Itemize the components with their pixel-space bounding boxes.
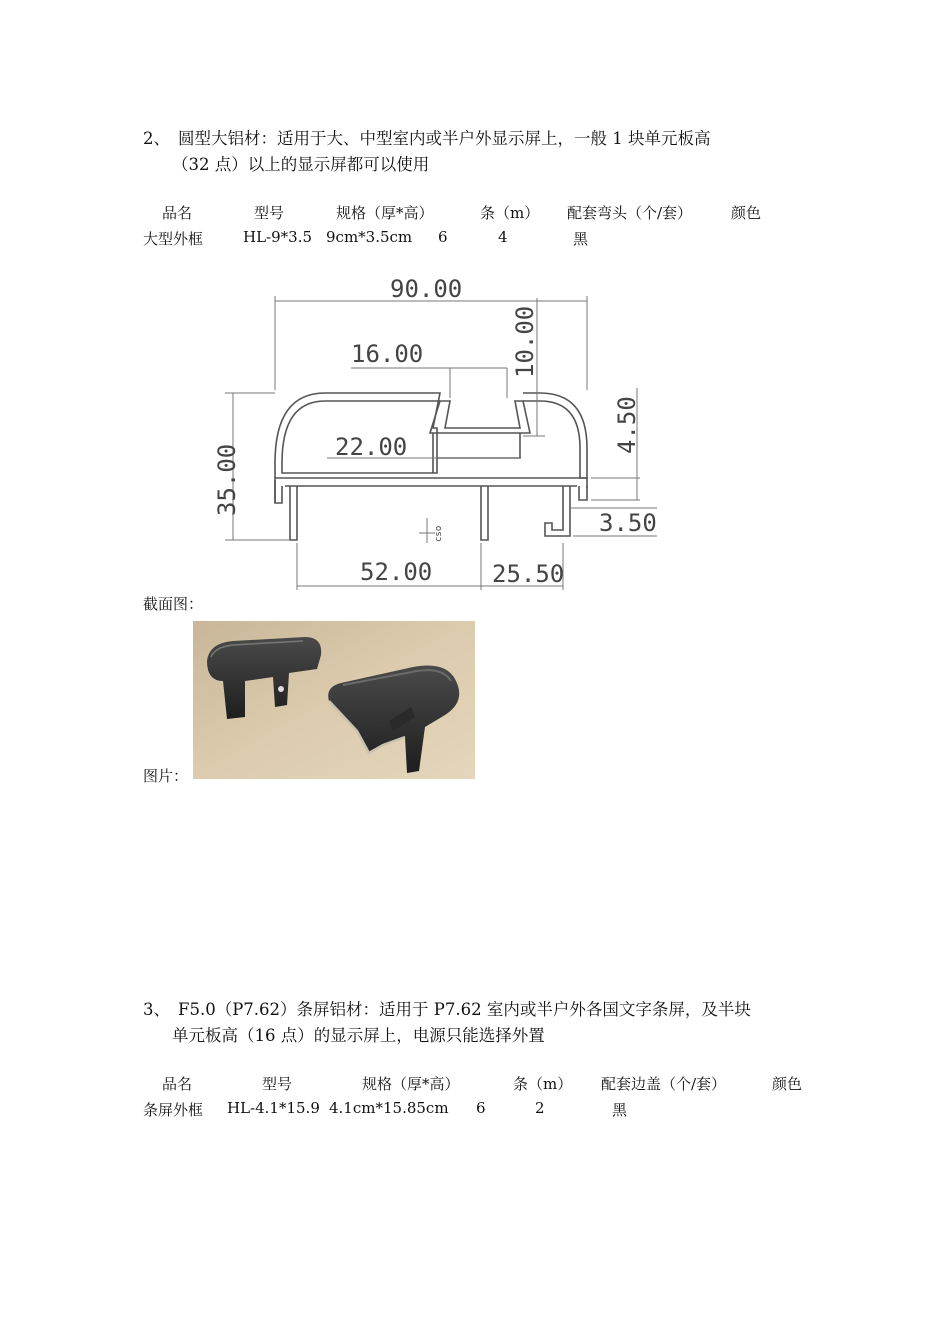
table-header-color: 颜色 <box>731 204 762 222</box>
table-header-model: 型号 <box>262 1075 293 1093</box>
dim-inner-width: 22.00 <box>335 433 408 461</box>
profile-right-lip <box>579 486 587 500</box>
table-cell-length: 6 <box>476 1099 486 1117</box>
profile-center-slot <box>430 401 530 433</box>
profile-right-hook <box>545 486 570 536</box>
table-cell-model: HL-4.1*15.9 <box>227 1099 320 1117</box>
table-cell-length: 6 <box>438 228 448 246</box>
table-header-length: 条（m） <box>513 1075 573 1093</box>
table-cell-name: 条屏外框 <box>143 1101 204 1119</box>
table-cell-spec: 9cm*3.5cm <box>326 228 413 246</box>
center-mark-label: cso <box>434 525 444 542</box>
section2-line1: 圆型大铝材：适用于大、中型室内或半户外显示屏上，一般 1 块单元板高 <box>178 129 711 148</box>
dim-lip-width: 3.50 <box>599 509 657 537</box>
profile-mid-wall <box>481 486 488 540</box>
table-header-name: 品名 <box>162 204 193 222</box>
dim-height: 35.00 <box>213 443 241 516</box>
dim-channel-a: 52.00 <box>360 558 433 586</box>
section3-number: 3、 <box>143 1000 170 1019</box>
cross-section-drawing <box>205 268 665 608</box>
table-cell-fittings: 2 <box>535 1099 545 1117</box>
table-header-length: 条（m） <box>480 204 540 222</box>
table-header-name: 品名 <box>162 1075 193 1093</box>
dim-channel-b: 25.50 <box>492 560 565 588</box>
dim-overall-width: 90.00 <box>390 275 463 303</box>
dim-lip-height: 4.50 <box>613 396 641 454</box>
table-header-model: 型号 <box>254 204 285 222</box>
table-header-color: 颜色 <box>772 1075 803 1093</box>
profile-base <box>275 478 587 488</box>
profile-divider <box>433 433 520 473</box>
table-header-spec: 规格（厚*高） <box>336 204 434 222</box>
dim-slot-width: 16.00 <box>351 340 424 368</box>
dim-slot-depth: 10.00 <box>511 305 539 378</box>
photo-caption: 图片： <box>143 767 189 785</box>
section3-line1: F5.0（P7.62）条屏铝材：适用于 P7.62 室内或半户外各国文字条屏，及半块 <box>178 1000 751 1019</box>
product-photo <box>193 621 475 779</box>
table-header-spec: 规格（厚*高） <box>362 1075 460 1093</box>
drawing-caption: 截面图： <box>143 595 204 613</box>
profile-left-lip <box>275 480 282 503</box>
table-cell-color: 黑 <box>573 230 589 248</box>
profile-left-wall <box>290 486 297 540</box>
table-header-fittings: 配套边盖（个/套） <box>601 1075 727 1093</box>
table-cell-name: 大型外框 <box>143 230 204 248</box>
table-cell-spec: 4.1cm*15.85cm <box>329 1099 449 1117</box>
section3-line2: 单元板高（16 点）的显示屏上，电源只能选择外置 <box>172 1026 545 1045</box>
section2-number: 2、 <box>143 129 170 148</box>
table-cell-model: HL-9*3.5 <box>243 228 313 246</box>
section2-line2: （32 点）以上的显示屏都可以使用 <box>172 155 430 174</box>
table-header-fittings: 配套弯头（个/套） <box>567 204 693 222</box>
table-cell-fittings: 4 <box>498 228 508 246</box>
table-cell-color: 黑 <box>612 1101 628 1119</box>
